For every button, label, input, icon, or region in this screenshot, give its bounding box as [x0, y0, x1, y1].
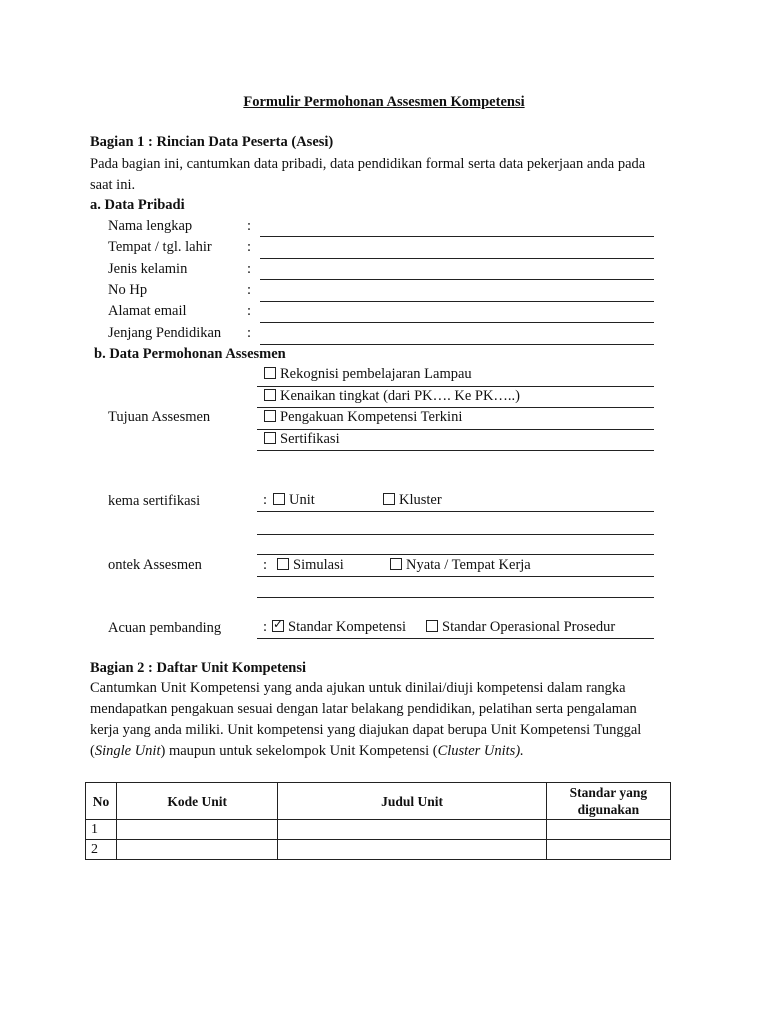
field-label-jenis-kelamin: Jenis kelamin — [108, 261, 188, 277]
cell-standar[interactable] — [546, 840, 670, 860]
field-label-nama: Nama lengkap — [108, 218, 193, 234]
field-input-jenis-kelamin[interactable] — [260, 279, 654, 280]
skema-label: kema sertifikasi — [108, 493, 201, 509]
field-label-no-hp: No Hp — [108, 282, 148, 298]
column-header-standar — [546, 783, 670, 820]
acuan-option-sop[interactable] — [426, 619, 615, 636]
text-run: ) maupun untuk sekelompok Unit Kompetensi ( — [160, 743, 438, 759]
field-colon: : — [247, 325, 252, 341]
checkbox-icon[interactable] — [277, 558, 289, 570]
cell-kode-unit[interactable] — [117, 840, 278, 860]
checkbox-icon[interactable] — [264, 432, 276, 444]
option-label: Simulasi — [293, 557, 344, 573]
part2-para-line3: kerja yang anda miliki. Unit kompetensi yang diajukan dapat berupa Unit Kompetensi Tunggal — [90, 722, 642, 738]
text-run: ( — [90, 743, 95, 759]
tujuan-option-sertifikasi[interactable] — [264, 431, 340, 448]
table-header-row — [86, 783, 671, 820]
checkbox-icon[interactable] — [264, 367, 276, 379]
header-line: digunakan — [577, 802, 640, 817]
tujuan-option-kenaikan[interactable] — [264, 388, 520, 405]
field-label-alamat-email: Alamat email — [108, 303, 187, 319]
acuan-label: Acuan pembanding — [108, 620, 222, 636]
skema-option-unit[interactable] — [273, 492, 315, 509]
checkbox-icon[interactable] — [273, 493, 285, 505]
part1-heading: Bagian 1 : Rincian Data Peserta (Asesi) — [90, 134, 334, 150]
field-input-no-hp[interactable] — [260, 301, 654, 302]
field-colon: : — [247, 239, 252, 255]
unit-kompetensi-table — [85, 782, 671, 860]
divider — [257, 407, 654, 408]
part2-para-line2: mendapatkan pengakuan sesuai dengan latar belakang pendidikan, pelatihan serta pengalaman — [90, 701, 637, 717]
divider — [257, 576, 654, 577]
column-header-no: No — [86, 783, 117, 820]
column-header-judul-unit: Judul Unit — [278, 783, 546, 820]
form-title: Formulir Permohonan Assesmen Kompetensi — [243, 94, 525, 110]
field-label-tempat-tgl-lahir: Tempat / tgl. lahir — [108, 239, 212, 255]
option-label: Standar Operasional Prosedur — [442, 619, 616, 635]
checkbox-icon[interactable] — [390, 558, 402, 570]
field-input-jenjang-pendidikan[interactable] — [260, 344, 654, 345]
option-label: Nyata / Tempat Kerja — [406, 557, 531, 573]
tujuan-label: Tujuan Assesmen — [108, 409, 211, 425]
option-label: Pengakuan Kompetensi Terkini — [280, 409, 463, 425]
cell-judul-unit[interactable] — [278, 820, 546, 840]
text-run-italic: Single Unit — [94, 743, 161, 759]
section-b-heading: b. Data Permohonan Assesmen — [94, 346, 286, 362]
field-colon: : — [247, 282, 252, 298]
column-header-kode-unit: Kode Unit — [117, 783, 278, 820]
checkbox-icon[interactable] — [426, 620, 438, 632]
section-a-heading: a. Data Pribadi — [90, 197, 185, 213]
divider — [257, 638, 654, 639]
acuan-option-standar-kompetensi[interactable] — [272, 619, 406, 636]
field-input-nama[interactable] — [260, 236, 654, 237]
part2-heading: Bagian 2 : Daftar Unit Kompetensi — [90, 660, 307, 676]
skema-colon: : — [263, 492, 268, 508]
table-row — [86, 820, 671, 840]
text-run-italic: Cluster Units). — [437, 743, 524, 759]
option-label: Sertifikasi — [280, 431, 340, 447]
field-colon: : — [247, 218, 252, 234]
header-line: Standar yang — [569, 785, 648, 800]
acuan-colon: : — [263, 619, 268, 635]
option-label: Unit — [289, 492, 315, 508]
field-input-alamat-email[interactable] — [260, 322, 654, 323]
cell-kode-unit[interactable] — [117, 820, 278, 840]
field-colon: : — [247, 303, 252, 319]
divider — [257, 534, 654, 535]
part2-para-line4 — [90, 743, 524, 760]
table-row — [86, 840, 671, 860]
option-label: Kluster — [399, 492, 442, 508]
divider — [257, 511, 654, 512]
field-label-jenjang-pendidikan: Jenjang Pendidikan — [108, 325, 222, 341]
option-label: Rekognisi pembelajaran Lampau — [280, 366, 472, 382]
part2-para-line1: Cantumkan Unit Kompetensi yang anda ajukan untuk dinilai/diuji kompetensi dalam rangka — [90, 680, 626, 696]
cell-no: 2 — [86, 840, 117, 860]
checkbox-checked-icon[interactable] — [272, 620, 284, 632]
checkbox-icon[interactable] — [264, 389, 276, 401]
konteks-option-simulasi[interactable] — [277, 557, 344, 574]
option-label: Standar Kompetensi — [288, 619, 406, 635]
divider — [257, 429, 654, 430]
divider — [257, 386, 654, 387]
option-label: Kenaikan tingkat (dari PK…. Ke PK…..) — [280, 388, 521, 404]
konteks-colon: : — [263, 557, 268, 573]
tujuan-option-pengakuan[interactable] — [264, 409, 462, 426]
divider — [257, 554, 654, 555]
divider — [257, 450, 654, 451]
skema-option-kluster[interactable] — [383, 492, 442, 509]
checkbox-icon[interactable] — [264, 410, 276, 422]
cell-no: 1 — [86, 820, 117, 840]
konteks-label: ontek Assesmen — [108, 557, 202, 573]
konteks-option-nyata[interactable] — [390, 557, 531, 574]
part1-intro-line2: saat ini. — [90, 177, 136, 193]
cell-judul-unit[interactable] — [278, 840, 546, 860]
part1-intro-line1: Pada bagian ini, cantumkan data pribadi, data pendidikan formal serta data pekerjaan anda pada — [90, 156, 646, 172]
divider — [257, 597, 654, 598]
field-input-tempat-tgl-lahir[interactable] — [260, 258, 654, 259]
cell-standar[interactable] — [546, 820, 670, 840]
field-colon: : — [247, 261, 252, 277]
checkbox-icon[interactable] — [383, 493, 395, 505]
tujuan-option-rpl[interactable] — [264, 366, 472, 383]
